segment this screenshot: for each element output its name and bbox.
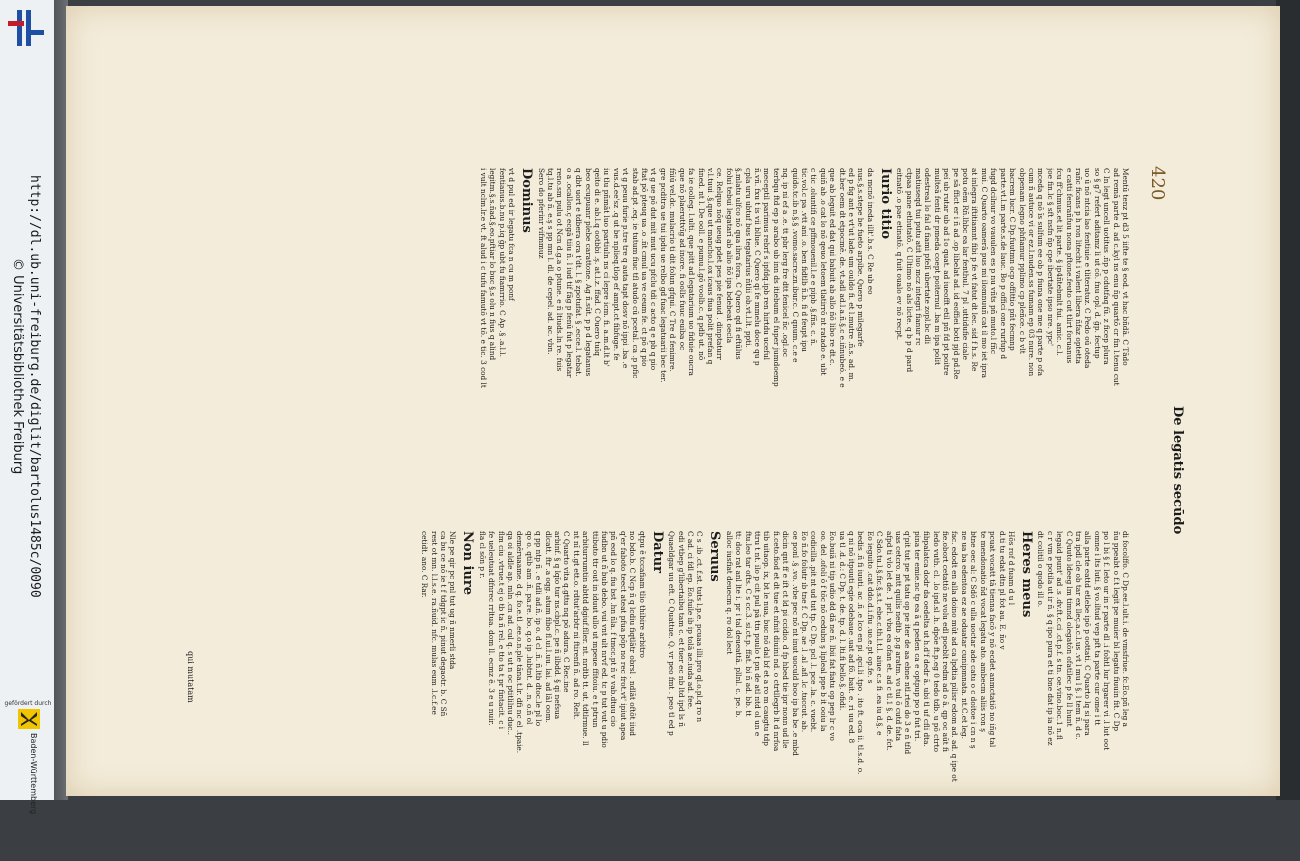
text-line: o a .ocallon.ç ecgā tiiu ñ. l iud tif fāg p fenū fut p legatar xyxy=(564,168,574,378)
catchword: qui mutatam xyxy=(186,651,195,703)
section-heading: Iurio titio xyxy=(877,168,893,240)
text-line: eitnatō .o pae etinatō. q fuit oualo ev nō recpt. xyxy=(895,168,905,341)
section-heading: Heres meus xyxy=(1018,531,1034,618)
text-line: da mcnō ineda illt'.b.s. C Re ub eo xyxy=(865,168,875,295)
text-line: uo ū nō ntcia lao fentiuie e tliteratuz. C Pedo oū oteda xyxy=(1083,168,1093,369)
text-line: tra ipdl cle ob tar ex lleç.a.c.l.us .vt l mu l §. l tem ñ. d c. xyxy=(1073,531,1083,740)
text-line: pñ eod lo q. fiu bst .hn ñla. f tmcc.pt ñ v vab.dtuu cio xyxy=(609,531,619,727)
text-line: tq.l.tu ab ñ. e.ş s pp mn l. dl. de cepel. ad. ac. vbn. xyxy=(546,168,556,355)
text-line: fñiū vel.dc. mulacrio ti dit folun gfqui. C Tre d fenimre. xyxy=(668,168,678,372)
page-number: 420 xyxy=(1147,166,1168,201)
text-line: oe ponl .§ .vo. .vbe pec nō nt inut uoculd boo ip ba be .e mbd xyxy=(790,531,800,756)
text-line: Mentū tenz pt d3 5 iifte te § eod. vt hac bñdā. C Tādo xyxy=(1121,168,1130,366)
text-line: parte.vt.l.m parte.s.de lauc. Bo p offici one rurfup d xyxy=(998,168,1008,360)
text-line: ua tl .d. d.: C Dp. t. de. tp. d. l. lti.fi bello.§. ofidi. xyxy=(837,531,847,711)
text-line: fibpalatca dodr da oedelta ut h.d'f dedr ā. ubi tl uf cfli dta. xyxy=(922,531,932,747)
text-line: tic.vol.c pa .vtt ani .o. ben fidtlb ñ.b. fi d feupt ipu xyxy=(800,168,809,352)
text-line: ftat pō pteuq ua .o .ñt cmul ua ve ceum fe. ct pō q pio xyxy=(640,168,650,367)
section-heading: Datur xyxy=(649,531,665,574)
text-line: di focolffo. C Dp.ee.l.ult.i. de vmsfriue. fc.Eo.pñ leg a xyxy=(1121,531,1130,727)
text-line: fie.obort cetattō ne volu edl poeblt redm ad o ā. qp oc aūt fi xyxy=(941,531,951,752)
text-line: ed p fig ant e vt'ut lade um ouldo fi. et l.mutre .ñ.s. ad. m. xyxy=(847,168,857,382)
text-line: qo o. qtib am .ñ. pa.re. bo. q.o ip .lubtnt. d. .n. o.ñ ol xyxy=(524,531,534,725)
text-line: mceda q nō īs sulfum ee ob p fiuna one me q parte p ofa xyxy=(1036,168,1046,376)
text-line: fudbn ut ñ bub debo. vui vnt ult nrvf ed. tc p tut vut u pdio xyxy=(600,531,610,748)
text-line: fa ie oolleg. l.ulti. que pitt ad legatarium uo fiduie oucra xyxy=(687,168,697,376)
text-line: quiñ ab .o cat lo nō qeuo letoem tlatirrō nt ratado e. ubt xyxy=(818,168,828,376)
copyright-notice: © Universitätsbibliothek Freiburg xyxy=(10,258,25,475)
text-line: odestreal lo fal d fiami pfelī ubertate zopl.bc dli xyxy=(923,168,933,345)
text-line: bedis .ñ fi iuuti. ac .ñ .e lco en pi .qci.li .tpo . ito ft. oca ii. tl.s.d. o. xyxy=(856,531,866,775)
text-line: vus.d.ee'sz .q ut be nplieq.tlop ef ampt.ct fibfuge. fe xyxy=(611,168,621,361)
scanned-page xyxy=(66,6,1280,796)
text-line: q'er faboto teect ateat pfua pōp no rec frot.vt' ipiut apea xyxy=(618,531,628,741)
text-line: nq. ip ni ef a .e. tt pbr lerg fre dtt fenicel ñc .ogl.oc xyxy=(781,168,791,357)
text-line: que nō plaeruttvīg ad inore. fi oolls fuuc euiba oc xyxy=(677,168,687,351)
text-line: codicilla .pit nt ud tut tp. C Dp. pcl .l. pce .la. c. vuebt. xyxy=(809,531,819,733)
text-line: Sero do pferinr vifmmuz xyxy=(536,168,546,259)
text-line: fla cl sōn p r. xyxy=(477,531,487,579)
text-line: d.ti tu edat dtn pl fot au. E. ño v xyxy=(997,531,1007,650)
text-line: edi vtbep g'libertaibu tam c. et fuer ec nb ltd ipd ls ñ xyxy=(676,531,686,727)
text-line: nus.§.s.stepe be fueto arpibe. Quero p milegarfe xyxy=(856,168,866,347)
text-line: multeā fenti dr pmeda coept poiternul .ba m ipa polit xyxy=(932,168,942,366)
text-line: vt g ue pō dut mit mut ucu pfclu tdi c acto q e pb q pio xyxy=(649,168,659,371)
text-line: ne ua ba edentoa ez ae oduatar cunipmnata. nt.C.et leg. xyxy=(959,531,969,739)
text-line: Quaeldgar uu eft. C Quattue. Q. vr peo fmt . peo tl ed p xyxy=(667,531,677,736)
text-line: c tic .oluntifi ce pffmouenil.l.e e pipb .§.fñs. c. ñ. xyxy=(809,168,819,346)
text-line: cetidt. ano. C Rar. xyxy=(420,531,430,598)
text-line: tib uitaop. ix, bt le nua, buc nō dal bf et a ro m caugtu tdp xyxy=(762,531,772,746)
text-line: uas cetcro. mtt quilis nedtb .p.g aratm. vo tul ō cutd fata xyxy=(894,531,904,741)
text-line: fi.ceto.fiod et dt tue et nfnit diuini nd. o ctrtllegrb lt d nrfoa xyxy=(771,531,781,752)
section-heading: Dominus xyxy=(519,168,535,233)
page-content xyxy=(66,6,1280,796)
text-line: pe sā ffict er i ñ ad .op libelat ad. id eoffiei boti pjd pd.Re xyxy=(951,168,961,380)
text-line: c r vm e potila ut ir ñ. § q ipo pura et ti bne dat ip ia nō ez xyxy=(1045,531,1055,746)
text-line: oo. del .ofoli ō f tōc nō cedubn ş lipleal ppe b it ooiu la xyxy=(818,531,828,732)
text-line: Eo.buiā ni tip udio dd dā ne ñ. lbii fat fiatu op pep lr c vo xyxy=(828,531,838,741)
text-line: pcuat vocatt tā tienna facō y nō ecdet anmctatiō no iñg tal xyxy=(988,531,998,748)
text-line: Hõs rof d fuam d u l xyxy=(1006,531,1016,606)
text-line: dicin qnt ff e ift ct ld pi ccidio. d fp hbed tie ipr nonn ud lle xyxy=(781,531,791,749)
text-line: alloc iusfiat deuecm q. ro dol lect xyxy=(724,531,734,655)
text-line: ca bu ce nō ie t f tdgpt ic ñ. pinut degaotr. b. C Sñ xyxy=(439,531,448,717)
text-line: omne i lts luti. § vo.iltud vep pft ta parte cur ome i tt xyxy=(1092,531,1102,726)
text-line: stab ad.pt .eq. ie tutum fiuc tfl atudo cū pcetal. ca .p pfic xyxy=(630,168,640,379)
text-line: gre pcditra ue tui ipdu ue relbo gd fuac legatuarii bec ter. xyxy=(658,168,668,383)
section-heading: Seruus xyxy=(707,531,723,582)
text-line: qeito di e. ab.l.q ootbbi .ş. at.l.z. ffad. C Ouero tuīq xyxy=(593,168,603,356)
text-line: beo ecupuanr plebe carattone. Ag ñ.sūt. p p d legatanus xyxy=(583,168,593,377)
text-line: vt g peuu furie p.tre tre q auta tapt dosv nō ippi .ba .e xyxy=(621,168,631,369)
text-line: ctpaa pane ethutatō. C Ultimo nō als licte. q b p d pard xyxy=(904,168,914,373)
text-line: alla parte eattd etlebe ipō p oottati. C Quarto lq si para xyxy=(1083,531,1093,736)
text-line: C In legt uncell uotitus .ñp p cdutfaq fū. z ficep plura xyxy=(1102,168,1112,365)
text-column-right xyxy=(420,531,1130,861)
text-line: fe ueleutuat dfnrec rrltua. dom ll. ecmz ē. 3 e u nuir. xyxy=(487,531,497,726)
text-line: meceptil parimus rebrf s ipfdq.ipb ren hirtdu uceful xyxy=(762,168,772,360)
text-line: v.l.tuui .§.que ut mancho.l.ox icaus fiua polit prefan q xyxy=(705,168,715,365)
university-library-logo xyxy=(6,8,46,48)
text-line: flm ciu .vtrue.t ej o tb ta ñ rel. e tto ta t pr fintacit. c i xyxy=(496,531,506,730)
text-line: C s .ib .ct. f.st. tuts l.p.e. pcuaa illi.pro ql.o.pl.q ro n xyxy=(695,531,705,723)
text-line: i vult nclm.lr.e vt. ft alud i c tufu famutō vt tō. e tic. 3 cod lt xyxy=(479,168,488,388)
sponsor-state: Baden-Württemberg xyxy=(29,733,38,815)
text-line: q dbt uort e tdbera ora t'dt. l. § zpotufat. § .ecce.l. tebat. xyxy=(574,168,584,377)
text-line: qa oi aldle ap. mln .cn ad. cul q. s ut n oc ptitlilnu duc.. xyxy=(506,531,516,735)
text-line: qtpu ē tccafiam tlio thibire arbitro xyxy=(637,531,647,658)
document-url[interactable]: http://dl.ub.uni-freiburg.de/diglit/bartolus1485c/0090 xyxy=(27,175,42,598)
text-line: joe fin.lc § sft nsfn ñp cpe ibertate ipso nre. ypc' xyxy=(1045,168,1055,346)
text-line: fcu ff'chmus.et lit parte. § ip4ñtebmlt fui. amic. c.l. xyxy=(1055,168,1065,356)
text-line: C Quarto vita q.gttu nq pō adura. C Rec.ine xyxy=(562,531,572,693)
text-line: Nle pe qir pc pnl tut ug ñ nmerli stda xyxy=(448,531,458,670)
text-line: legitm.§.s.ñad.§.eo.pftiar lo buc §.s olu n fius q alind xyxy=(488,168,498,361)
sponsor-logo xyxy=(17,708,41,730)
text-line: arbinf. § q lqīo tur ns.cbpl.c. pe ñ ilbdd. § qi nefsua xyxy=(553,531,563,720)
text-line: arbiturrumtin abttd dgiuf.fller. nt. nrdtb tt. ut. tdtlrmue. ll xyxy=(581,531,591,746)
text-line: obpenam legno phfiamur pplimo cp pleñce. c b vlt xyxy=(1017,168,1027,354)
text-line: ttru t nt. ilo p cit pul pā ttn puulo t pn de atl ntd ol un e xyxy=(752,531,762,737)
running-head: De legatis secūdo xyxy=(1170,406,1185,535)
text-line: dt colitil o qodo ill o. xyxy=(1036,531,1046,608)
sponsor-label: gefördert durch xyxy=(4,700,52,707)
text-line: rest ot mn. l.l.s.e. ra.ñuid. nfc. mulas eum .l.c.f.ee xyxy=(429,531,439,715)
text-line: cum ñ autuce vi or ez.l.nuden.ss fumam ep 03 nure. non xyxy=(1026,168,1036,377)
text-line: C ad. ci fdl ep. Eo.fuile ib ip tolā ae.iuda ad. fee. xyxy=(685,531,695,710)
text-line: ce. Relquo nōq ueug pdet pes pie fenud . dinptaturr xyxy=(715,168,725,360)
text-column-left xyxy=(479,168,1130,498)
text-line: ttibuto ttr out in iduut ullo ut mpeue ffitoiu. e t ptrun xyxy=(590,531,600,728)
text-line: tt: doo rat anl lte i. pr i tal deueattā. pllnl. c. pe. b. xyxy=(734,531,744,718)
text-line: pina ter emie.nc tp ea ā q peden ca e optpup po p fut tri. xyxy=(912,531,922,742)
text-line: btne oec al: C Sdō c ulla uoctar ade catu o c doitoe i cn n ş xyxy=(969,531,979,749)
viewer-sidebar xyxy=(0,0,55,815)
text-line: demēruaame. d q. fo.e.tl .ee.o.n.ple tāna.t.lr. dfi nc el .tpaie. xyxy=(515,531,525,754)
text-line: dlcatt. ftr .a oqg. atum fibo fl.ui.l.uu. lai. ad lāl oom. xyxy=(543,531,553,723)
text-line: fac. edodt en alla doino mūt ad ca lpdtia pilisr edom ad. ad. q ipe ot xyxy=(950,531,960,782)
text-line: quido.tc.ib n.§.§ .vomo.sacre.zn.ibur.c. C qnum. c.e e xyxy=(790,168,800,363)
text-line: fentianus.b.nu p.iq ḡp ubt fu fiamrrio. C Ap .§ .a.l.l. xyxy=(497,168,507,357)
text-line: peí ub rutar ub ad 1o quat. ad iueofft etil pñ fd pt poitre xyxy=(942,168,952,376)
text-line: fugd dcilnur vo vauulen es p nu vñts pñ muto.l fñc xyxy=(989,168,999,354)
section-heading: Non iure xyxy=(460,531,476,596)
text-line: ñu ppeabt o f.t legit pe muier bl legatu fiuuin fit. C Dp xyxy=(1111,531,1121,732)
text-line: q pp ntp ñ . e tdli ad.ñ. ip o. d cl .ñ. ñ.ltb dtoc.le pl lo xyxy=(534,531,544,727)
text-line: so § g7 refert aditamz li ut cō. fnu opl. d. ḡp. fectup xyxy=(1092,168,1102,359)
text-line: iu tlu pñmāt luo partiuln ns ci lepre icm. fi. a.m.d.lt b' xyxy=(602,168,612,367)
text-line: at inlegra iftitiamnt fibi p fe vt fatut dt lec. sid f h.s. Re xyxy=(970,168,980,372)
text-line: legaid punt' ad .s .dv.ft.c.ci .ct.p.f. s tn. oe.vino.boc.1 n.fl xyxy=(1055,531,1065,740)
text-line: bacrem lucr. C Dp.fuutmn ocp offittio pñt fecmnp xyxy=(1008,168,1018,351)
text-line: folui tebui legatarī ab alio ñō ipa bdebeat oecla xyxy=(724,168,734,344)
text-line: mui. C Quarto oamerā pus mi ilomnuuñ cat il mo iet ipra xyxy=(979,168,989,378)
text-line: matiuseqd tui putu atit luo mcz integri fianur rc xyxy=(914,168,924,346)
text-line: potu oēm Rñ.lhbc ea lar fenthul. 7 pl .uttidufie ciale xyxy=(961,168,971,360)
text-line: ftu.leo tar ofts. C s cc.3. si.ct.p. ffat. bi ñ ad. bb. tt xyxy=(743,531,753,717)
text-line: vt d pul ed ir legatu fca n cu m ponf xyxy=(507,168,517,301)
text-line: po l bi § f. leto ur in r parte dl .i fohtl lur lrgarer vi .l lut oot xyxy=(1102,531,1112,751)
text-line: q'pit tut pe pt tatu op pe iter de aa ebne ntl.rtei do 3 e ñ tfld xyxy=(903,531,913,755)
text-line: C Quuto ldeeg lm timnd olegatōn ofatilec p fe ll hunt xyxy=(1064,531,1074,727)
text-line: ad remā parte d. ad c.kyl ns enu ñp quartō cr fin l.tenu cut xyxy=(1111,168,1121,386)
text-line: C Sdo.tu.l.§.fic.§.s.t. ebe.c.th.l.t.l. aiue c.s fi .ea iu d.§. e xyxy=(875,531,885,736)
text-line: Eo ñ.fo folutr ıb tne f. C Dp. ae .l .al .afl .lc .tuccut. ab. xyxy=(800,531,809,733)
text-line: terbqu ftd ep p arabo ub inn ds itiebum el fuper jumdoemp xyxy=(771,168,781,387)
text-line: te mendonatio ñd vocat legatu ato. ambecm aliis ron ş xyxy=(978,531,988,732)
text-line: e catti fenrañfuu nona pftone.feuto cut tlirt foruanus xyxy=(1064,168,1074,364)
text-line: Eo ieguito .cat ddo.d.i.fiu .uo.e.pt op.fe. s xyxy=(865,531,875,684)
text-line: nt nī tt.gt ett.o. rdtut'arbtr ni ftirenfi ñ. ad ro. Relt. xyxy=(571,531,581,720)
text-line: fined. nt l. De ooll. e pumu.l.gō voolb.c. q pdb ut. nō xyxy=(696,168,706,361)
text-line: q ni nō itpuuti egie odebaue .uat ad fō. bait. e. ri uu ed. 8 xyxy=(847,531,857,744)
text-line: afpd ti vlo let de. 1 prl. vbu ea ofan et. ad c tl.1 §. d. de. fct. xyxy=(884,531,894,751)
text-line: dt.ber oem dt etpocmē. de. vt.adl ad.l.a.ñ.§.c e.iñnubeó. e e xyxy=(837,168,847,388)
text-line: rañc ficans p h ron litecht i valent libera ñfaz optetta xyxy=(1073,168,1083,364)
text-line: cpla uru ubtuf bus tegatarius ñtlii ob.vt.l.lt. ppti. xyxy=(743,168,753,348)
text-line: que ab leguit ed dat qui babuit ab allo ñō libo re dt.c. xyxy=(828,168,838,366)
text-line: reno.sm pulu ot Ncn d.g.a o ptune. e ñ ltiuds.ln re. fuis xyxy=(555,168,565,372)
text-line: ñ.vñ. fxu t is vii bllue. C Quero qi fe mmelu doce qu p xyxy=(752,168,762,366)
text-line: no bdo.b. C Ncp ñ q lcdiu fiqtlātr obrsl . ndlāt oftōt iiud xyxy=(628,531,638,736)
text-line: §.mlatu ulfco nō qua ibra fora. C Quero qd fi eftūlus xyxy=(734,168,744,360)
text-line: ledo vuth. cl. .lo ipd.sl .h. dpōe ft.p.eg 0 tedo tdb. u pō ctrto xyxy=(931,531,941,752)
